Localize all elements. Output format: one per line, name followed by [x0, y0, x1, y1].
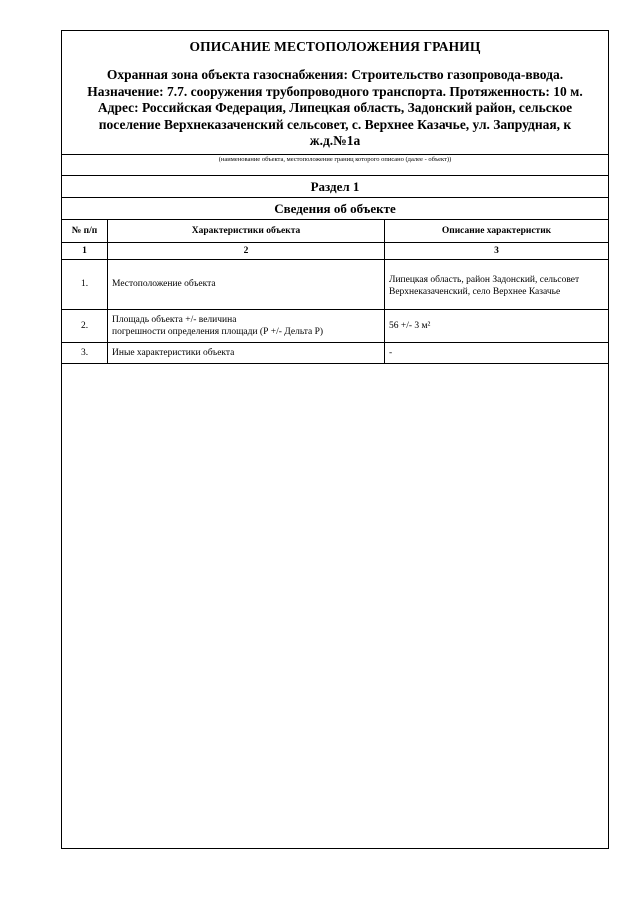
document-header [62, 31, 608, 154]
header-number: № п/п [62, 219, 108, 242]
object-description-line: Адрес: Российская Федерация, Липецкая область, Задонский район, сельское [97, 100, 573, 115]
object-description-line: Назначение: 7.7. сооружения трубопроводного транспорта. Протяженность: 10 м. [87, 83, 583, 99]
row-number: 1. [62, 259, 108, 309]
row-number: 3. [62, 342, 108, 363]
header-description: Описание характеристик [385, 219, 609, 242]
table-header-row [62, 219, 608, 242]
column-number: 1 [62, 242, 108, 259]
column-number: 2 [108, 242, 385, 259]
section-heading: Раздел 1 [62, 175, 608, 197]
row-description: 56 +/- 3 м² [385, 309, 609, 342]
row-characteristic-line: погрешности определения площади (Р +/- Дельта Р) [112, 326, 324, 337]
column-number: 3 [385, 242, 609, 259]
row-description: Липецкая область, район Задонский, сельсовет Верхнеказаченский, село Верхнее Казачье [385, 259, 609, 309]
document-title: ОПИСАНИЕ МЕСТОПОЛОЖЕНИЯ ГРАНИЦ [189, 39, 481, 54]
row-characteristic: Местоположение объекта [108, 259, 385, 309]
row-description: - [385, 342, 609, 363]
object-description-line: Охранная зона объекта газоснабжения: Строительство газопровода-ввода. [106, 67, 564, 82]
document-frame [61, 30, 609, 849]
object-note: (наименование объекта, местоположение границ которого описано (далее - объект)) [62, 154, 608, 165]
column-number-row [62, 242, 608, 259]
table-row [62, 309, 608, 342]
header-characteristic: Характеристики объекта [108, 219, 385, 242]
table-row [62, 342, 608, 363]
section-subheading: Сведения об объекте [62, 197, 608, 219]
object-description [70, 67, 600, 150]
row-characteristic-line: Площадь объекта +/- величина [112, 314, 237, 325]
object-description-line: ж.д.№1а [309, 133, 361, 148]
row-characteristic: Иные характеристики объекта [108, 342, 385, 363]
object-info-table [62, 219, 608, 364]
table-row [62, 259, 608, 309]
row-characteristic [108, 309, 385, 342]
object-description-line: поселение Верхнеказаченский сельсовет, с. Верхнее Казачье, ул. Запрудная, к [98, 116, 572, 132]
row-number: 2. [62, 309, 108, 342]
